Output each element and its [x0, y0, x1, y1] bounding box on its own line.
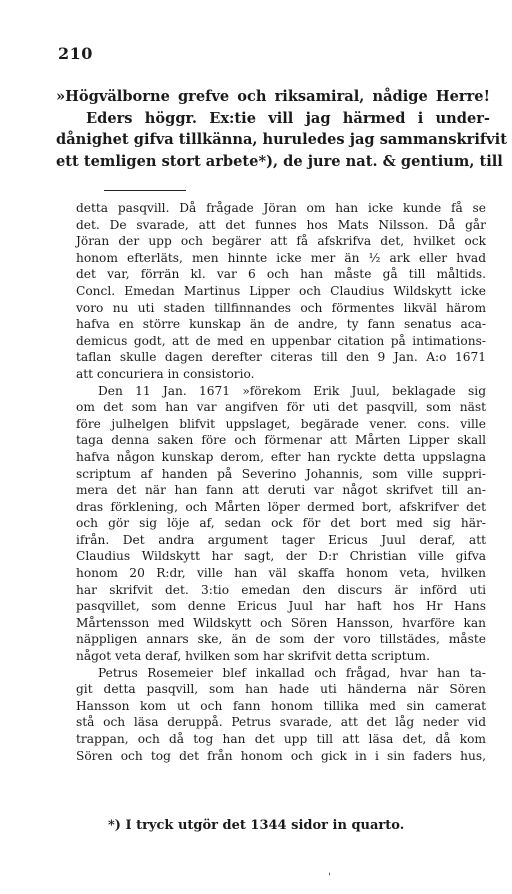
body-line: hafva någon kunskap derom, efter han ryckte detta uppslagna	[76, 449, 486, 464]
body-line: scriptum af handen på Severino Johannis, som ville suppri-	[76, 466, 486, 481]
body-line: taflan skulle dagen derefter citeras till den 9 Jan. A:o 1671	[76, 350, 486, 365]
body-line: Jöran der upp och begärer att få afskrifva det, hvilket ock	[76, 234, 486, 249]
body-line: Hansson kom ut och fann honom tillika med sin camerat	[76, 698, 486, 713]
page-number: 210	[58, 44, 93, 63]
letter-line: »Högvälborne grefve och riksamiral, nådige Herre!	[56, 88, 490, 105]
body-line: pasqvillet, som denne Ericus Juul har haft hos Hr Hans	[76, 599, 486, 614]
body-line: taga denna saken före och förmenar att Mårten Lipper skall	[76, 433, 486, 448]
body-line: det. De svarade, att det funnes hos Mats Nilsson. Då går	[76, 217, 486, 232]
letter-excerpt	[56, 86, 507, 172]
body-line: Petrus Rosemeier blef inkallad och frågad, hvar han ta-	[98, 665, 486, 680]
body-line: och gör sig löje af, sedan ock för det bort med sig här-	[76, 516, 486, 531]
section-divider	[104, 190, 186, 191]
body-line: näppligen annars ske, än de som der voro tillstädes, måste	[76, 632, 486, 647]
body-line: Claudius Wildskytt har sagt, der D:r Christian ville gifva	[76, 549, 486, 564]
body-line: Den 11 Jan. 1671 »förekom Erik Juul, beklagade sig	[98, 383, 486, 398]
letter-line: Eders höggr. Ex:tie vill jag härmed i under-	[86, 109, 490, 127]
body-line: det var, förrän kl. var 6 och han måste gå till måltids.	[76, 267, 486, 282]
body-text	[76, 200, 486, 764]
body-line: Concl. Emedan Martinus Lipper och Claudius Wildskytt icke	[76, 283, 486, 298]
body-line: före julhelgen blifvit uppslaget, begärade vener. cons. ville	[76, 416, 486, 431]
letter-line: dånighet gifva tillkänna, huruledes jag sammanskrifvit	[56, 131, 507, 148]
printer-mark: ꞌ	[328, 872, 331, 883]
body-line: Mårtensson med Wildskytt och Sören Hansson, hvarföre kan	[76, 615, 486, 630]
footnote: *) I tryck utgör det 1344 sidor in quarto.	[108, 818, 405, 833]
body-line: trappan, och då tog han det upp till att läsa det, då kom	[76, 732, 486, 746]
body-line: honom efterläts, men hinnte icke mer än ½ ark eller hvad	[76, 250, 486, 265]
body-line: honom 20 R:dr, ville han väl skaffa honom veta, hvilken	[76, 566, 486, 581]
body-line: stå och läsa deruppå. Petrus svarade, att det låg neder vid	[76, 715, 486, 730]
body-line: ifrån. Det andra argument tager Ericus Juul deraf, att	[76, 532, 486, 547]
body-line: har skrifvit det. 3:tio emedan den discurs är införd uti	[76, 582, 486, 597]
letter-line: ett temligen stort arbete*), de jure nat. & gentium, till	[56, 152, 503, 170]
body-line: dras förklening, och Mårten löper dermed bort, afskrifver det	[76, 499, 486, 514]
body-line: git detta pasqvill, som han hade uti händerna när Sören	[76, 682, 486, 697]
body-line: att concuriera in consistorio.	[76, 366, 255, 381]
body-line: om det som han var angifven för uti det pasqvill, som näst	[76, 400, 486, 415]
body-line: demicus godt, att de med en uppenbar citation på intimations-	[76, 333, 486, 348]
body-line: Sören och tog det från honom och gick in i sin faders hus,	[76, 748, 486, 763]
body-line: detta pasqvill. Då frågade Jöran om han icke kunde få se	[76, 201, 486, 215]
body-line: hafva en större kunskap än de andre, ty fann senatus aca-	[76, 317, 486, 332]
body-line: mera det när han fann att deruti var något skrifvet till an-	[76, 483, 486, 498]
body-line: voro nu uti staden tillfinnandes och förmentes likväl härom	[76, 300, 486, 315]
body-line: något veta deraf, hvilken som har skrifvit detta scriptum.	[76, 649, 430, 664]
